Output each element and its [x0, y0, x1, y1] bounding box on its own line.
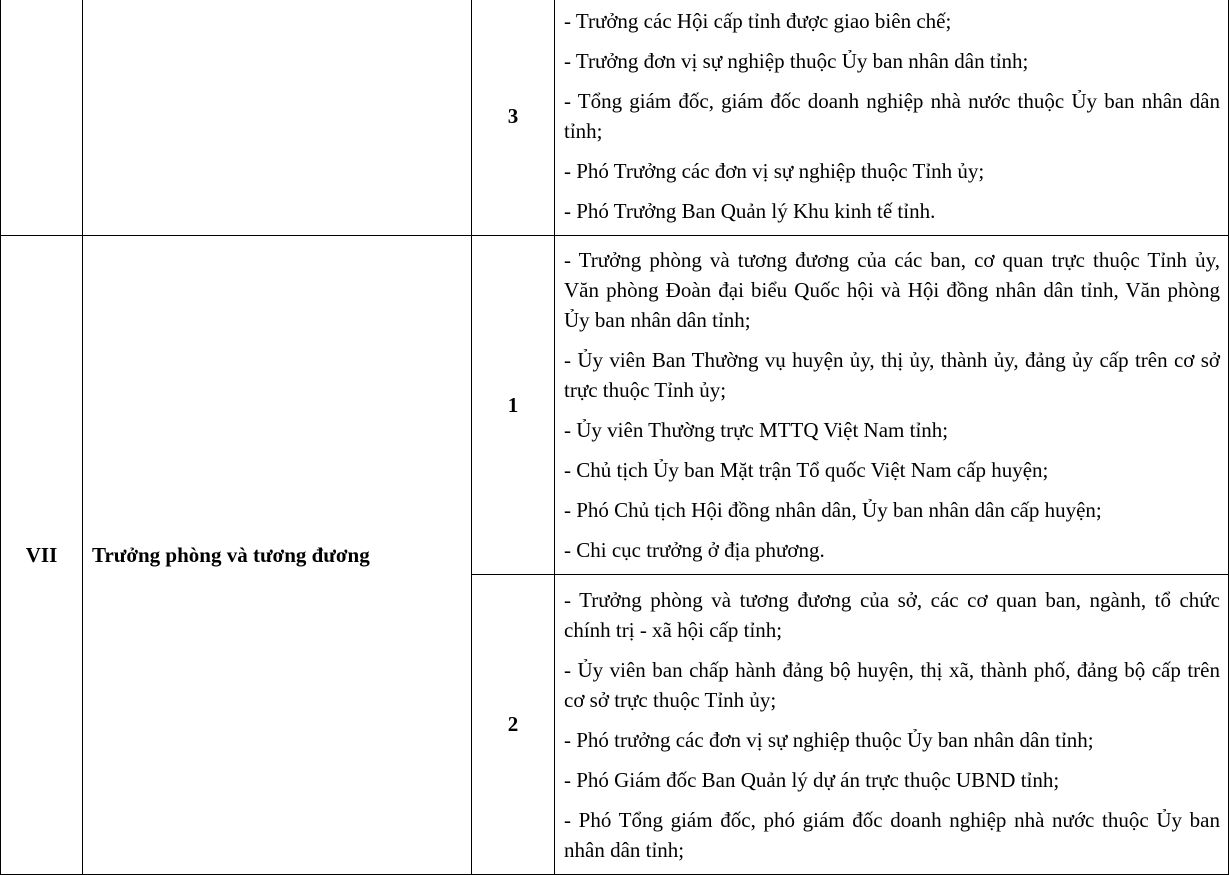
- position-item: - Phó Tổng giám đốc, phó giám đốc doanh nghiệp nhà nước thuộc Ủy ban nhân dân tỉnh;: [564, 807, 1220, 862]
- position-item: - Ủy viên ban chấp hành đảng bộ huyện, thị xã, thành phố, đảng bộ cấp trên cơ sở trực thuộc Tỉnh ủy;: [564, 657, 1220, 712]
- position-item: - Phó trưởng các đơn vị sự nghiệp thuộc Ủy ban nhân dân tỉnh;: [564, 727, 1094, 752]
- level-cell: 1: [472, 236, 555, 575]
- section-title-cell: Trưởng phòng và tương đương: [83, 236, 472, 875]
- position-item: - Trưởng phòng và tương đương của sở, các cơ quan ban, ngành, tổ chức chính trị - xã hội cấp tỉnh;: [564, 587, 1220, 642]
- level-cell: 3: [472, 0, 555, 236]
- position-item: - Chủ tịch Ủy ban Mặt trận Tổ quốc Việt Nam cấp huyện;: [564, 458, 1049, 482]
- table-row: [1, 236, 1229, 575]
- position-item: - Tổng giám đốc, giám đốc doanh nghiệp nhà nước thuộc Ủy ban nhân dân tỉnh;: [564, 89, 1220, 143]
- positions-cell: [555, 236, 1229, 575]
- position-item: - Phó Chủ tịch Hội đồng nhân dân, Ủy ban nhân dân cấp huyện;: [564, 498, 1102, 522]
- section-title-cell: [83, 0, 472, 236]
- section-number-cell: VII: [1, 236, 83, 875]
- position-item: - Phó Giám đốc Ban Quản lý dự án trực thuộc UBND tỉnh;: [564, 767, 1060, 792]
- position-item: - Phó Trưởng các đơn vị sự nghiệp thuộc Tỉnh ủy;: [564, 159, 985, 183]
- position-item: - Ủy viên Thường trực MTTQ Việt Nam tỉnh;: [564, 418, 949, 442]
- position-item: - Trưởng đơn vị sự nghiệp thuộc Ủy ban nhân dân tỉnh;: [564, 49, 1029, 73]
- table-row: [1, 0, 1229, 236]
- section-number-cell: [1, 0, 83, 236]
- positions-cell: [555, 0, 1229, 236]
- position-item: - Phó Trưởng Ban Quản lý Khu kinh tế tỉnh.: [564, 199, 936, 223]
- positions-cell: [555, 575, 1229, 875]
- level-cell: 2: [472, 575, 555, 875]
- position-item: - Trưởng các Hội cấp tỉnh được giao biên chế;: [564, 9, 952, 33]
- position-item: - Ủy viên Ban Thường vụ huyện ủy, thị ủy, thành ủy, đảng ủy cấp trên cơ sở trực thuộc Tỉnh ủy;: [564, 348, 1220, 402]
- position-item: - Trưởng phòng và tương đương của các ban, cơ quan trực thuộc Tỉnh ủy, Văn phòng Đoàn đại biểu Quốc hội và Hội đồng nhân dân tỉnh, Văn phòng Ủy ban nhân dân tỉnh;: [564, 248, 1220, 332]
- position-item: - Chi cục trưởng ở địa phương.: [564, 538, 825, 562]
